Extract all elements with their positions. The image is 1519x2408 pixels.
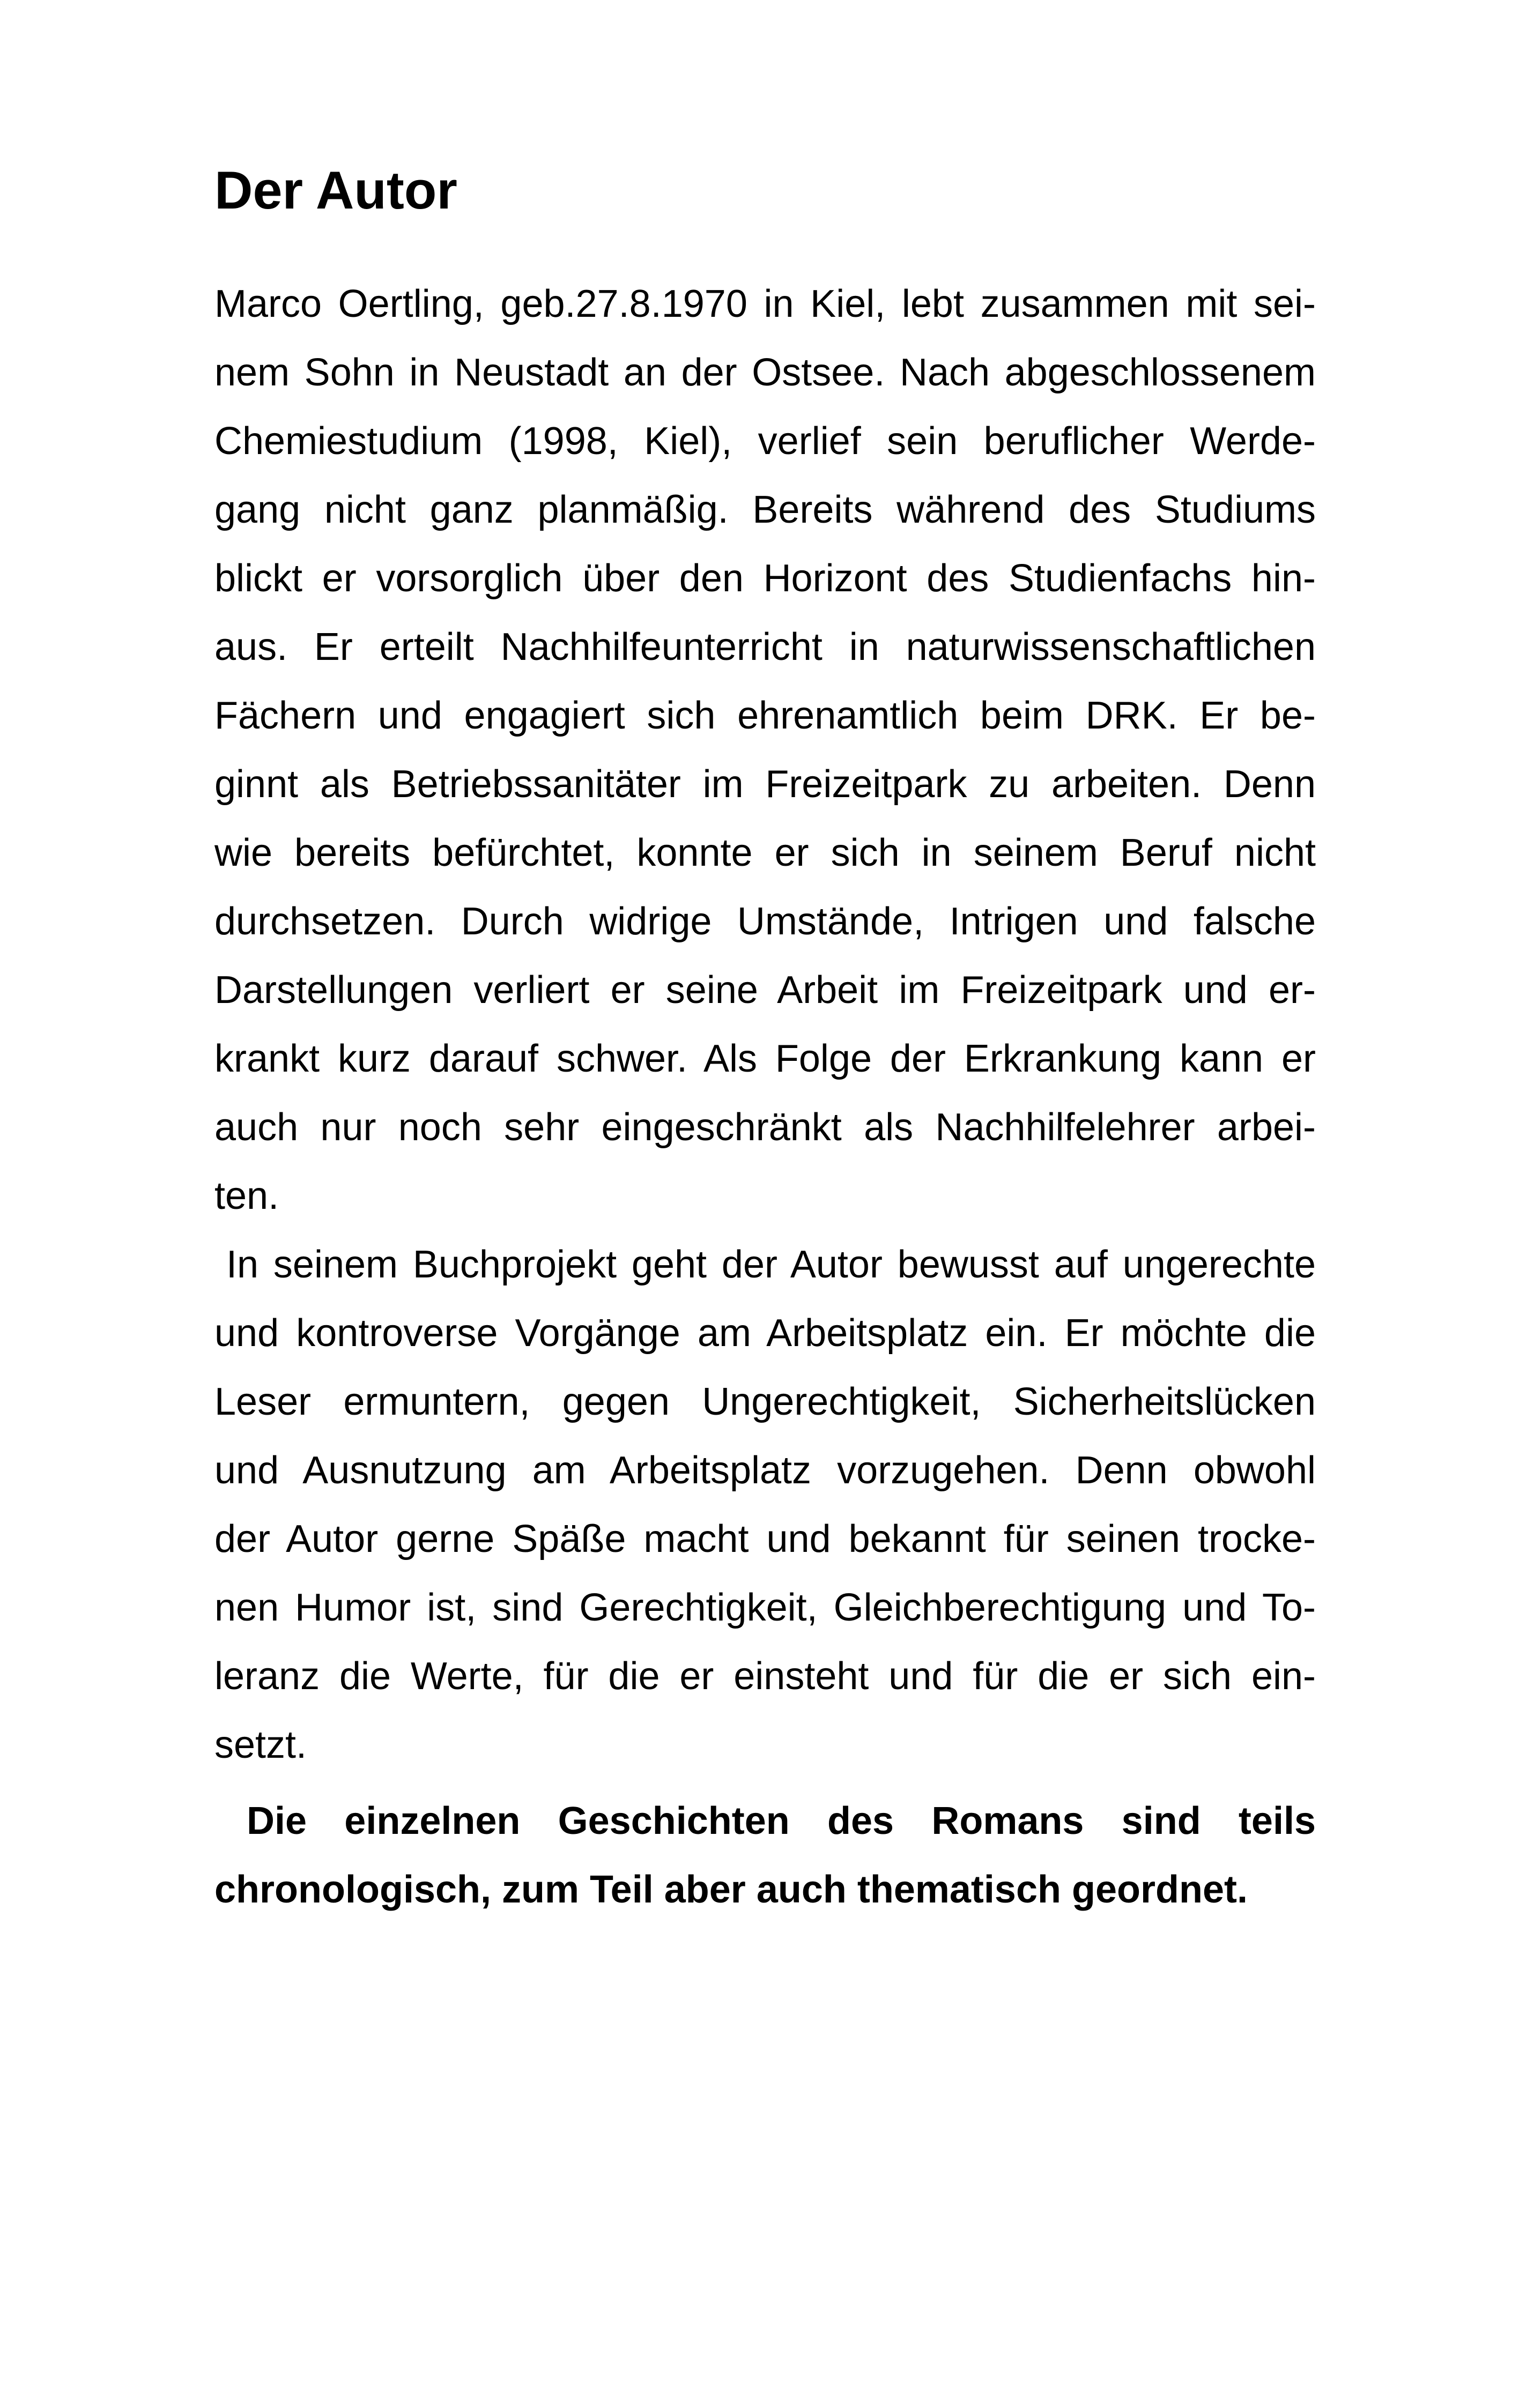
text-line: leranz die Werte, für die er einsteht und für die er sich ein- [214, 1655, 1316, 1698]
author-bio [214, 270, 1316, 1924]
text-line: In seinem Buchprojekt geht der Autor bewusst auf ungerechte [226, 1243, 1316, 1286]
text-line: Die einzelnen Geschichten des Romans sind teils [247, 1800, 1316, 1842]
text-line: ten. [214, 1175, 279, 1217]
text-line: auch nur noch sehr eingeschränkt als Nachhilfelehrer arbei- [214, 1106, 1316, 1149]
paragraph-biography [214, 270, 1316, 1230]
text-line: Chemiestudium (1998, Kiel), verlief sein beruflicher Werde- [214, 420, 1316, 463]
text-line: und Ausnutzung am Arbeitsplatz vorzugehen. Denn obwohl [214, 1449, 1316, 1492]
text-line: nen Humor ist, sind Gerechtigkeit, Gleichberechtigung und To- [214, 1586, 1316, 1629]
paragraph-note-bold [214, 1787, 1316, 1924]
text-line: und kontroverse Vorgänge am Arbeitsplatz ein. Er möchte die [214, 1312, 1316, 1355]
text-line: gang nicht ganz planmäßig. Bereits während des Studiums [214, 488, 1316, 531]
text-line: blickt er vorsorglich über den Horizont des Studienfachs hin- [214, 557, 1316, 600]
text-line: setzt. [214, 1723, 307, 1766]
text-line: aus. Er erteilt Nachhilfeunterricht in naturwissenschaftlichen [214, 626, 1316, 668]
text-line: Fächern und engagiert sich ehrenamtlich beim DRK. Er be- [214, 694, 1316, 737]
text-line: der Autor gerne Späße macht und bekannt für seinen trocke- [214, 1518, 1316, 1560]
text-line: durchsetzen. Durch widrige Umstände, Intrigen und falsche [214, 900, 1316, 943]
text-line: Leser ermuntern, gegen Ungerechtigkeit, Sicherheitslücken [214, 1380, 1316, 1423]
text-line: krankt kurz darauf schwer. Als Folge der Erkrankung kann er [214, 1037, 1316, 1080]
text-line: ginnt als Betriebssanitäter im Freizeitpark zu arbeiten. Denn [214, 763, 1316, 806]
text-line: wie bereits befürchtet, konnte er sich in seinem Beruf nicht [214, 831, 1316, 874]
paragraph-book-project [214, 1230, 1316, 1779]
page-title: Der Autor [214, 160, 457, 220]
text-line: nem Sohn in Neustadt an der Ostsee. Nach abgeschlossenem [214, 351, 1316, 394]
text-line: Darstellungen verliert er seine Arbeit im Freizeitpark und er- [214, 969, 1316, 1012]
text-line: chronologisch, zum Teil aber auch thematisch geordnet. [214, 1868, 1248, 1911]
text-line: Marco Oertling, geb.27.8.1970 in Kiel, lebt zusammen mit sei- [214, 283, 1316, 325]
